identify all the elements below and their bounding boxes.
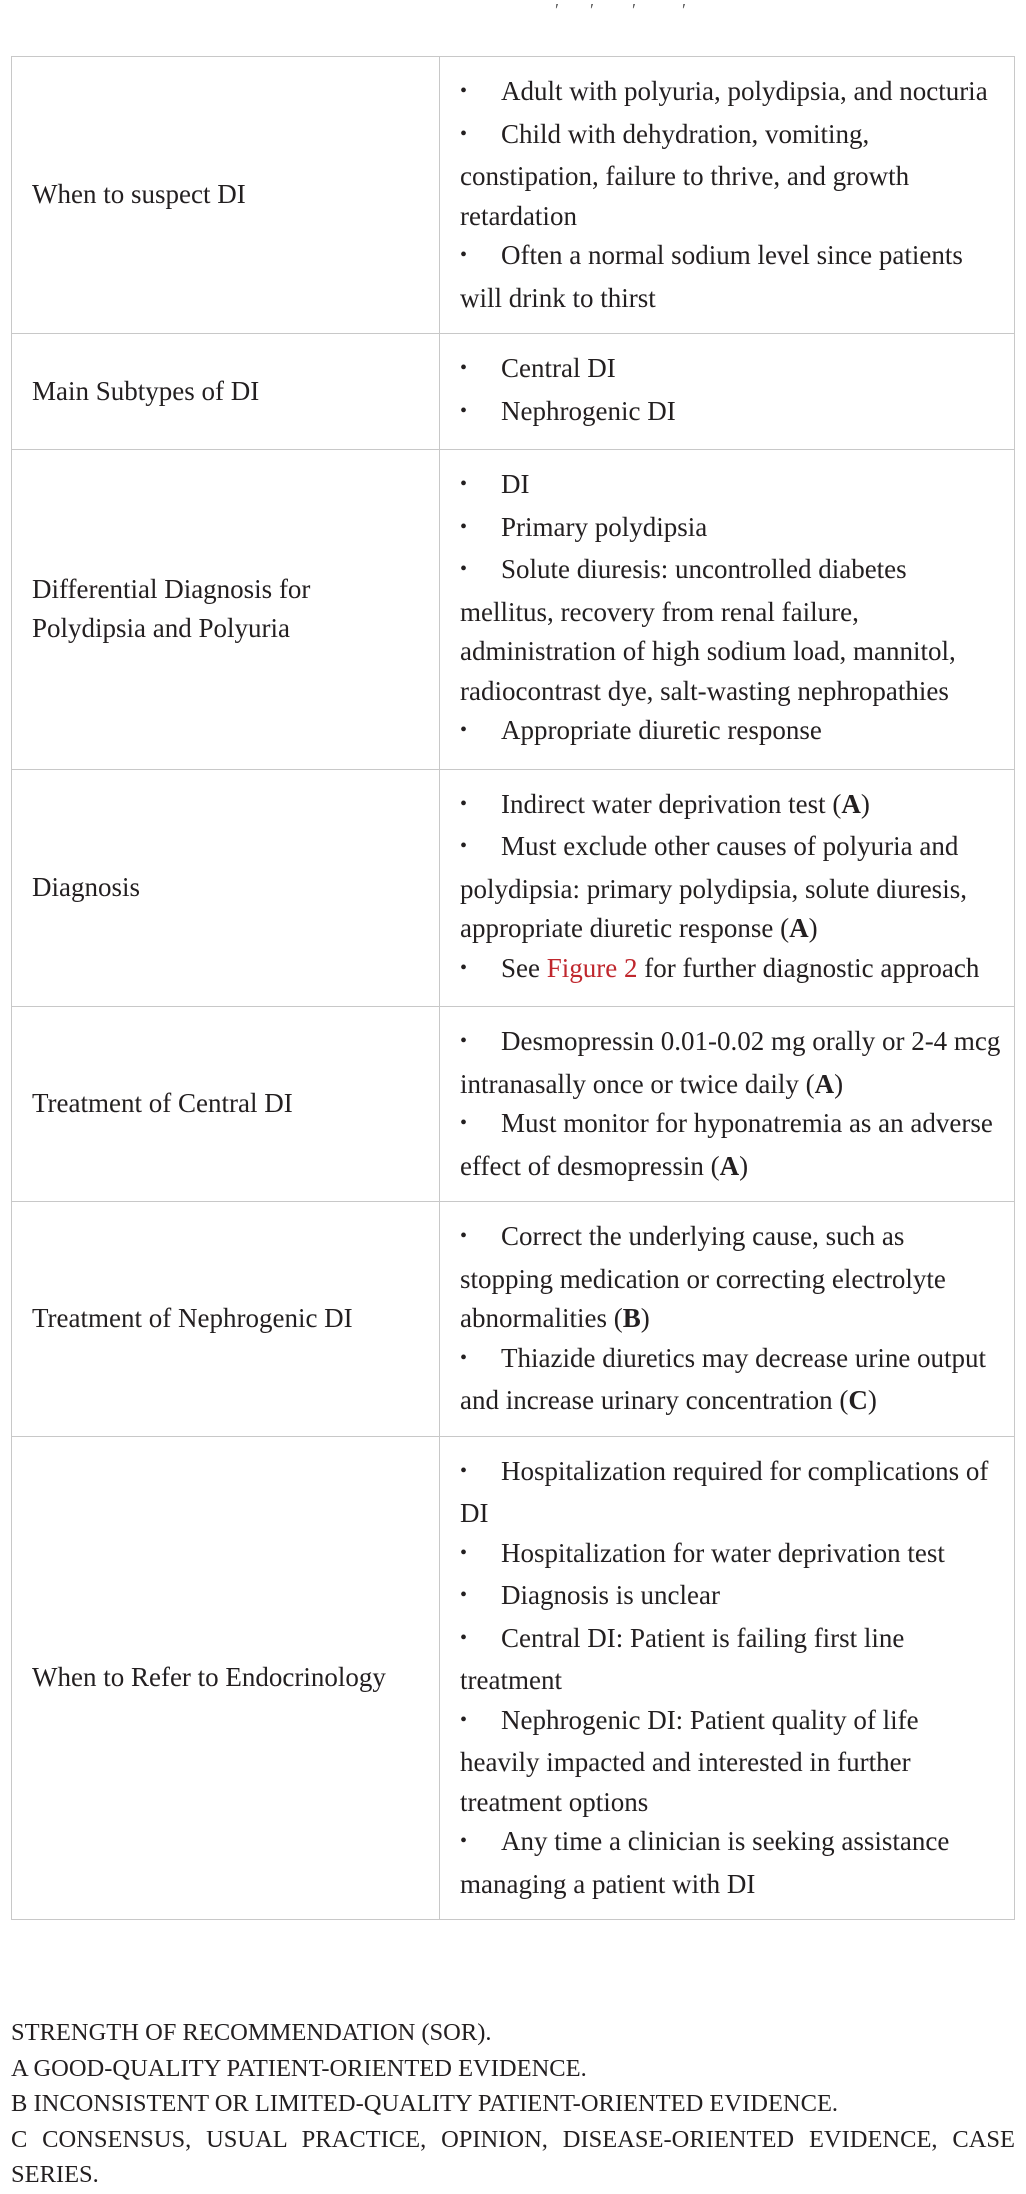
bullet-text-tail: ) bbox=[808, 913, 818, 943]
bullet-text: Desmopressin 0.01-0.02 mg orally or 2-4 mcg intranasally once or twice daily ( bbox=[460, 1026, 1001, 1099]
bullet-item bbox=[460, 72, 1002, 115]
bullet-icon: • bbox=[460, 473, 468, 495]
table-footnotes bbox=[11, 2015, 1015, 2193]
bullet-text: Adult with polyuria, polydipsia, and nocturia bbox=[501, 76, 988, 106]
bullet-item bbox=[460, 1339, 1002, 1421]
bullet-text-tail: ) bbox=[640, 1303, 650, 1333]
bullet-text: Hospitalization required for complications of DI bbox=[460, 1455, 989, 1528]
bullet-item bbox=[460, 1534, 1002, 1577]
bullet-icon: • bbox=[460, 515, 468, 538]
evidence-grade: B bbox=[622, 1303, 641, 1333]
bullet-item bbox=[460, 785, 1002, 828]
bullet-icon: • bbox=[460, 1541, 468, 1564]
bullet-text: Child with dehydration, vomiting, constipation, failure to thrive, and growth retardation bbox=[460, 118, 910, 231]
bullet-text: See bbox=[501, 952, 547, 983]
bullet-icon: • bbox=[460, 1584, 468, 1606]
bullet-icon: • bbox=[460, 1225, 468, 1247]
bullet-text: Solute diuresis: uncontrolled diabetes mellitus, recovery from renal failure, administration of high sodium load, mannitol, radiocontrast dye, salt-wasting nephropathies bbox=[460, 554, 956, 706]
bullet-text-tail: ) bbox=[867, 1385, 877, 1415]
figure-link[interactable]: Figure 2 bbox=[546, 952, 638, 983]
row-label: Differential Diagnosis for Polydipsia and Polyuria bbox=[12, 450, 440, 770]
table-row bbox=[12, 1436, 1015, 1920]
footnote-grade-b: B INCONSISTENT OR LIMITED-QUALITY PATIENT-ORIENTED EVIDENCE. bbox=[11, 2090, 839, 2117]
bullet-text: DI bbox=[501, 469, 530, 499]
bullet-text: Diagnosis is unclear bbox=[501, 1580, 720, 1610]
bullet-icon: • bbox=[460, 399, 468, 422]
bullet-text-tail: for further diagnostic approach bbox=[637, 952, 980, 983]
bullet-item bbox=[460, 1022, 1002, 1104]
bullet-text: Must exclude other causes of polyuria and polydipsia: primary polydipsia, solute diuresis, appropriate diuretic response ( bbox=[460, 831, 967, 943]
row-label: Main Subtypes of DI bbox=[12, 334, 440, 450]
evidence-grade: A bbox=[814, 1068, 835, 1099]
bullet-icon: • bbox=[460, 244, 468, 266]
bullet-icon: • bbox=[460, 1626, 468, 1649]
evidence-grade: A bbox=[719, 1150, 740, 1181]
bullet-text: Nephrogenic DI bbox=[501, 395, 676, 426]
bullet-item bbox=[460, 392, 1002, 435]
bullet-text: Must monitor for hyponatremia as an adverse effect of desmopressin ( bbox=[460, 1108, 993, 1181]
bullet-item bbox=[460, 1822, 1002, 1904]
bullet-icon: • bbox=[460, 122, 468, 145]
table-body bbox=[12, 57, 1015, 1920]
bullet-item bbox=[460, 236, 1002, 318]
bullet-item bbox=[460, 1701, 1002, 1823]
bullet-item bbox=[460, 465, 1002, 508]
bullet-item bbox=[460, 1104, 1002, 1186]
bullet-item bbox=[460, 115, 1002, 237]
bullet-text: Central DI: Patient is failing first line treatment bbox=[460, 1622, 905, 1695]
row-content bbox=[440, 1007, 1015, 1202]
row-content bbox=[440, 334, 1015, 450]
row-label: When to suspect DI bbox=[12, 57, 440, 334]
row-label: Treatment of Nephrogenic DI bbox=[12, 1202, 440, 1437]
bullet-icon: • bbox=[460, 1459, 468, 1482]
table-row bbox=[12, 1007, 1015, 1202]
bullet-icon: • bbox=[460, 719, 468, 741]
footnote-sor: STRENGTH OF RECOMMENDATION (SOR). bbox=[11, 2019, 492, 2046]
header-mark: ′ bbox=[555, 0, 559, 20]
bullet-icon: • bbox=[460, 558, 468, 580]
bullet-icon: • bbox=[460, 80, 468, 102]
bullet-text: Nephrogenic DI: Patient quality of life heavily impacted and interested in further treatment options bbox=[460, 1704, 919, 1817]
evidence-grade: C bbox=[848, 1385, 868, 1415]
header-mark: ′ bbox=[632, 0, 636, 20]
row-label: Treatment of Central DI bbox=[12, 1007, 440, 1202]
header-mark: ′ bbox=[682, 0, 686, 20]
table-row bbox=[12, 1202, 1015, 1437]
bullet-icon: • bbox=[460, 1346, 468, 1369]
footnote-grade-c: C CONSENSUS, USUAL PRACTICE, OPINION, DISEASE-ORIENTED EVIDENCE, CASE SERIES. bbox=[11, 2125, 1015, 2188]
footnote-grade-a: A GOOD-QUALITY PATIENT-ORIENTED EVIDENCE. bbox=[11, 2054, 587, 2082]
evidence-grade: A bbox=[789, 913, 809, 943]
bullet-text: Hospitalization for water deprivation test bbox=[501, 1537, 945, 1568]
bullet-item bbox=[460, 949, 1002, 992]
header-mark: ′ bbox=[590, 0, 594, 20]
bullet-text: Often a normal sodium level since patients will drink to thirst bbox=[460, 240, 963, 313]
bullet-text: Correct the underlying cause, such as stopping medication or correcting electrolyte abnormalities ( bbox=[460, 1221, 946, 1333]
di-summary-table bbox=[11, 56, 1015, 1920]
row-content bbox=[440, 1436, 1015, 1920]
table-row bbox=[12, 57, 1015, 334]
bullet-icon: • bbox=[460, 1112, 468, 1134]
bullet-icon: • bbox=[460, 835, 468, 857]
bullet-item bbox=[460, 711, 1002, 754]
bullet-icon: • bbox=[460, 956, 468, 979]
row-content bbox=[440, 1202, 1015, 1437]
bullet-text: Any time a clinician is seeking assistance managing a patient with DI bbox=[460, 1826, 950, 1899]
bullet-item bbox=[460, 1217, 1002, 1339]
row-content bbox=[440, 450, 1015, 770]
bullet-item bbox=[460, 1619, 1002, 1701]
evidence-grade: A bbox=[841, 788, 861, 819]
bullet-text: Indirect water deprivation test ( bbox=[501, 788, 842, 819]
bullet-item bbox=[460, 508, 1002, 551]
bullet-text: Thiazide diuretics may decrease urine output and increase urinary concentration ( bbox=[460, 1342, 987, 1415]
row-content bbox=[440, 57, 1015, 334]
bullet-text: Primary polydipsia bbox=[501, 511, 708, 542]
bullet-item bbox=[460, 550, 1002, 711]
table-row bbox=[12, 334, 1015, 450]
row-label: When to Refer to Endocrinology bbox=[12, 1436, 440, 1920]
bullet-item bbox=[460, 827, 1002, 949]
row-content bbox=[440, 769, 1015, 1007]
bullet-icon: • bbox=[460, 357, 468, 379]
bullet-text: Appropriate diuretic response bbox=[501, 715, 822, 745]
row-label: Diagnosis bbox=[12, 769, 440, 1007]
bullet-item bbox=[460, 1576, 1002, 1619]
bullet-text: Central DI bbox=[501, 353, 616, 383]
bullet-icon: • bbox=[460, 792, 468, 815]
bullet-text-tail: ) bbox=[834, 1068, 844, 1099]
bullet-item bbox=[460, 349, 1002, 392]
bullet-item bbox=[460, 1452, 1002, 1534]
table-row bbox=[12, 450, 1015, 770]
bullet-icon: • bbox=[460, 1708, 468, 1731]
table-row bbox=[12, 769, 1015, 1007]
bullet-text-tail: ) bbox=[739, 1150, 749, 1181]
bullet-icon: • bbox=[460, 1830, 468, 1852]
bullet-icon: • bbox=[460, 1030, 468, 1052]
bullet-text-tail: ) bbox=[860, 788, 870, 819]
